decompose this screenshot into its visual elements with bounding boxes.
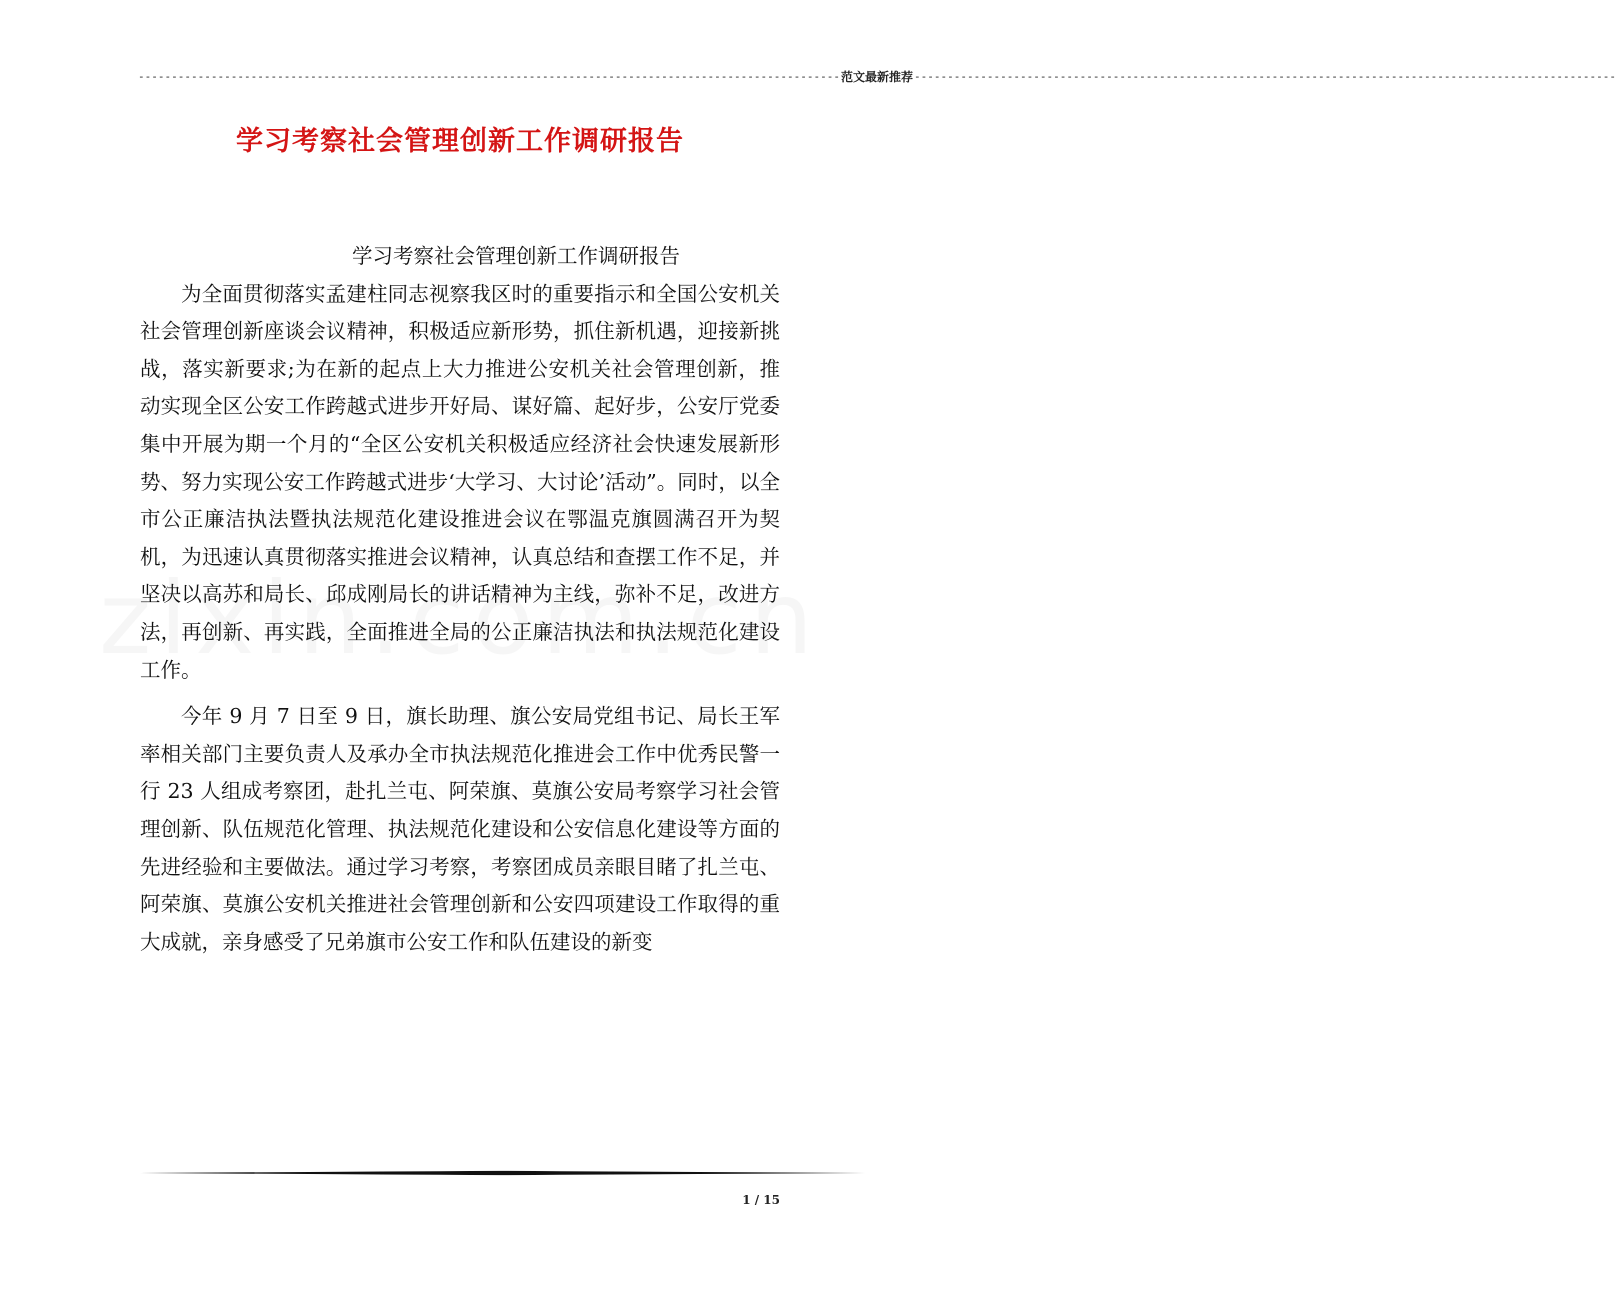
- header-left-dashes: ----------------------------------------------------------------------------------------------------------: [138, 70, 840, 83]
- header-right-dashes: ----------------------------------------------------------------------------------------------------------: [914, 70, 1616, 83]
- footer-rule: [140, 1168, 865, 1178]
- running-header: [138, 70, 1616, 84]
- document-subtitle: 学习考察社会管理创新工作调研报告: [352, 244, 680, 268]
- body-paragraph-2: 今年 9 月 7 日至 9 日，旗长助理、旗公安局党组书记、局长王军率相关部门主要负责人及承办全市执法规范化推进会工作中优秀民警一行 23 人组成考察团，赴扎兰屯、阿荣旗、莫旗公安局考察学习社会管理创新、队伍规范化管理、执法规范化建设和公安信息化建设等方面的先进经验和主要做法。通过学习考察，考察团成员亲眼目睹了扎兰屯、阿荣旗、莫旗公安机关推进社会管理创新和公安四项建设工作取得的重大成就，亲身感受了兄弟旗市公安工作和队伍建设的新变: [140, 704, 780, 954]
- header-label: 范文最新推荐: [841, 70, 914, 84]
- page-number: 1 / 15: [742, 1193, 780, 1207]
- body-paragraph-1: 为全面贯彻落实孟建柱同志视察我区时的重要指示和全国公安机关社会管理创新座谈会议精神，积极适应新形势，抓住新机遇，迎接新挑战，落实新要求;为在新的起点上大力推进公安机关社会管理创新，推动实现全区公安工作跨越式进步开好局、谋好篇、起好步，公安厅党委集中开展为期一个月的“全区公安机关积极适应经济社会快速发展新形势、努力实现公安工作跨越式进步‘大学习、大讨论’活动”。同时，以全市公正廉洁执法暨执法规范化建设推进会议在鄂温克旗圆满召开为契机，为迅速认真贯彻落实推进会议精神，认真总结和查摆工作不足，并坚决以高苏和局长、邱成刚局长的讲话精神为主线，弥补不足，改进方法，再创新、再实践，全面推进全局的公正廉洁执法和执法规范化建设工作。: [140, 281, 780, 682]
- document-body: [140, 238, 780, 961]
- document-title: 学习考察社会管理创新工作调研报告: [236, 126, 684, 157]
